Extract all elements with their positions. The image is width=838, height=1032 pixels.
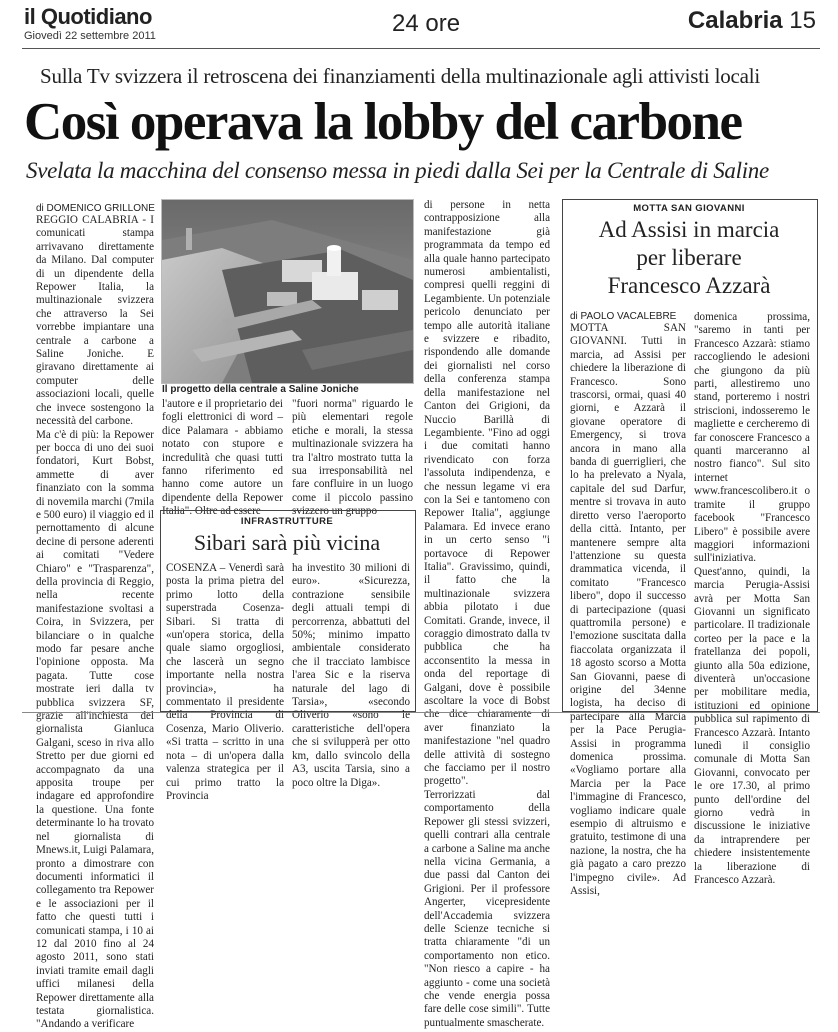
sidebar-column-2: domenica prossima, "saremo in tanti per Francesco Azzarà: stiamo raccogliendo le adesioni che giungono da più parti, allestiremo uno stand, porteremo i nostri striscioni, indosseremo le magliette e cercheremo di far conoscere Francesco a quanti marceranno al nostro fianco". Sul sito internet www.francescolibero.it o tramite il gruppo facebook "Francesco Libero" è possibile avere maggiori informazioni sull'iniziativa. Quest'anno, quindi, la marcia Perugia-Assisi avrà per Motta San Giovanni un significato particolare. Il tradizionale corteo per la pace e la fratellanza dei popoli, giunto alla 50a edizione, diventerà un'occasione per mobilitare media, istituzioni ed opinione pubblica sul rapimento di Francesco Azzarà. Intanto lunedì il consiglio comunale di Motta San Giovanni, convocato per le ore 17.30, al primo punto dell'ordine del giorno vedrà in discussione le iniziative da intraprendere per chiedere insistentemente la liberazione di Francesco Azzarà. [694, 311, 810, 887]
header-rule [22, 48, 820, 49]
power-plant-photo [161, 199, 414, 384]
issue-date: Giovedì 22 settembre 2011 [24, 30, 156, 42]
sidebar-title-line-2: per liberare [636, 245, 742, 270]
section-title: 24 ore [392, 10, 461, 37]
power-plant-image [162, 200, 413, 383]
main-byline: di DOMENICO GRILLONE [36, 203, 155, 214]
article-kicker: Sulla Tv svizzera il retroscena dei finanziamenti della multinazionale agli attivisti locali [40, 64, 761, 88]
sidebar-title-line-1: Ad Assisi in marcia [598, 217, 780, 242]
footer-rule [22, 712, 820, 713]
main-column-2: l'autore e il proprietario dei fogli elettronici di word – dice Palamara - abbiamo notato con stupore e incredulità che quasi tutti fanno riferimento ed hanno come autore un dipendente della Repower Italia". Oltre ad essere [162, 398, 283, 518]
sidebar-title-line-3: Francesco Azzarà [607, 273, 771, 298]
photo-caption: Il progetto della centrale a Saline Joniche [162, 384, 359, 395]
newspaper-name: il Quotidiano [24, 4, 152, 29]
main-column-1: REGGIO CALABRIA - I comunicati stampa arrivavano direttamente da Milano. Dal computer di un dipendente della Repower Italia, la multinazionale svizzera che attraverso la Sei vorrebbe impiantare una centrale a carbone a Saline Joniche. E giravano direttamente ai computer delle associazioni locali, quelle che invece sostengono la necessità del carbone. Ma c'è di più: la Repower per bocca di uno dei suoi fondatori, Kurt Bobst, ammette di aver finanziato con la somma di novemila marchi (7mila e 500 euro) il viaggio ed il pernottamento di alcune decine di persone aderenti ai comitati "Vedere Chiaro" e "Trasparenza", della provincia di Reggio, nella recente manifestazione svoltasi a Coira, in Svizzera, per bilanciare o in qualche modo far pesare anche l'opinione opposta. Ma pagata. Tutte cose mostrate ieri dalla tv pubblica svizzera SF, grazie all'inchiesta del giornalista Gianluca Galgani, sceso in riva allo Stretto per due giorni ed accompagnato da una apposita troupe per indagare ed approfondire la questione. Una fonte determinante lo ha trovato nel giornalista di Mnews.it, Luigi Palamara, pronto a dimostrare con documenti informatici il collegamento tra Repower e le associazioni per il fatto che questi tutti i comunicati stampa, i 10 ai 12 dal 2010 fino al 24 agosto 2011, sono stati inviati tramite email dagli uffici milanesi della Repower direttamente alla testata giornalistica. "Andando a verificare [36, 214, 155, 1031]
main-column-3: "fuori norma" riguardo le più elementari regole etiche e morali, la stessa multinazionale svizzera ha tra l'altro mostrato tutta la sua irresponsabilità nel fare confluire in un luogo come il piccolo passino svizzero un gruppo [292, 398, 413, 518]
main-column-4: di persone in netta contrapposizione alla manifestazione già programmata da tempo ed alla quale hanno partecipato numerosi ambientalisti, compresi quelli reggini di Legambiente. Un potenziale pericolo denunciato per tempo alle autorità italiane e svizzere e ribadito, rispondendo alle domande dei giornalisti nel corso della conferenza stampa della manifestazione nel Canton dei Grigioni, da Nuccio Barillà di Legambiente. "Fino ad oggi i due comitati hanno rivendicato con forza l'assoluta indipendenza, e che nessun legame vi era con la Sei e tantomeno con Repower Italia", aggiunge Palamara. Ed invece erano in un certo senso "i portavoce di Repower Italia". Gravissimo, quindi, il fatto che la multinazionale svizzera abbia pilotato i due Comitati. Grande, invece, il coraggio dimostrato dalla tv pubblica che ha acconsentito la messa in onda del reportage di Galgani, dove è possibile ascoltare la voce di Bobst che dice chiaramente di aver finanziato la manifestazione "nel quadro delle attività di sostegno che facciamo per il nostro progetto". Terrorizzati dal comportamento della Repower gli stessi svizzeri, quelli contrari alla centrale a carbone a Saline ma anche nella vicina Germania, a due passi dal Canton dei Grigioni. Per il professore Angerter, vicepresidente dell'Accademia svizzera delle Scienze tecniche si tratta chiaramente "di un comportamento non etico. "Non riesco a capire - ha aggiunto - come una società che vende energia possa fare delle cose simili". Tutte puntualmente smascherate. [424, 199, 550, 1029]
article-subheadline: Svelata la macchina del consenso messa in piedi dalla Sei per la Centrale di Saline [26, 158, 769, 183]
sidebar-byline: di PAOLO VACALEBRE [570, 311, 677, 322]
sidebar-column-1: MOTTA SAN GIOVANNI. Tutti in marcia, ad Assisi per chiedere la liberazione di Francesco. Sono trascorsi, ormai, quasi 40 giorni, e Azzarà il giovane operatore di Emergency, si trova ancora in mano alla banda di guerriglieri, che lo ha prelevato a Nyala, capitale del sud Darfur, mentre si trovava in auto diretto verso l'aeroporto della città. Intanto, per mantenere sempre alta l'attenzione su questa drammatica vicenda, il comitato "Francesco libero", dopo il successo di partecipazione (quasi quattromila persone) e l'emozione suscitata dalla fiaccolata organizzata il 18 agosto scorso a Motta San Giovanni, paese di origine del 34enne logista, ha deciso di partecipare alla Marcia per la Pace Perugia-Assisi in programma domenica prossima. «Vogliamo portare alla Marcia per la Pace l'immagine di Francesco, vogliamo indicare quale esempio di altruismo e gratuito, testimone di una nazione, la nostra, che ha già pagato a caro prezzo l'impegno civile». Ad Assisi, [570, 322, 686, 898]
infrastructure-label: INFRASTRUTTURE [240, 516, 334, 527]
region-page [688, 7, 816, 35]
sidebar-title [564, 216, 814, 300]
infrastructure-column-2: ha investito 30 milioni di euro». «Sicurezza, contrazione sensibile degli attuali tempi di percorrenza, abbattuti del 50%; minimo impatto ambientale considerato che il tracciato lambisce l'area Sic e la riserva naturale del lago di Tarsia», «secondo Oliverio «sono le caratteristiche dell'opera che si svilupperà per otto km, dallo svincolo della A3, uscita Tarsia, sino a poco oltre la Diga». [292, 562, 410, 789]
region-name: Calabria [687, 7, 783, 34]
infrastructure-column-1: COSENZA – Venerdì sarà posta la prima pietra del primo lotto della superstrada Cosenza-Sibari. Si tratta di «un'opera storica, della quale siamo orgogliosi, che lascerà un segno importante nella nostra provincia», ha commentato il presidente della Provincia di Cosenza, Mario Oliverio. «Si tratta – scritto in una nota – di un'opera dalla valenza strategica per il cui primo tratto la Provincia [166, 562, 284, 802]
page-number: 15 [789, 7, 816, 34]
infrastructure-title: Sibari sarà più vicina [193, 530, 381, 555]
article-headline: Così operava la lobby del carbone [24, 93, 742, 151]
sidebar-label: MOTTA SAN GIOVANNI [633, 203, 745, 214]
